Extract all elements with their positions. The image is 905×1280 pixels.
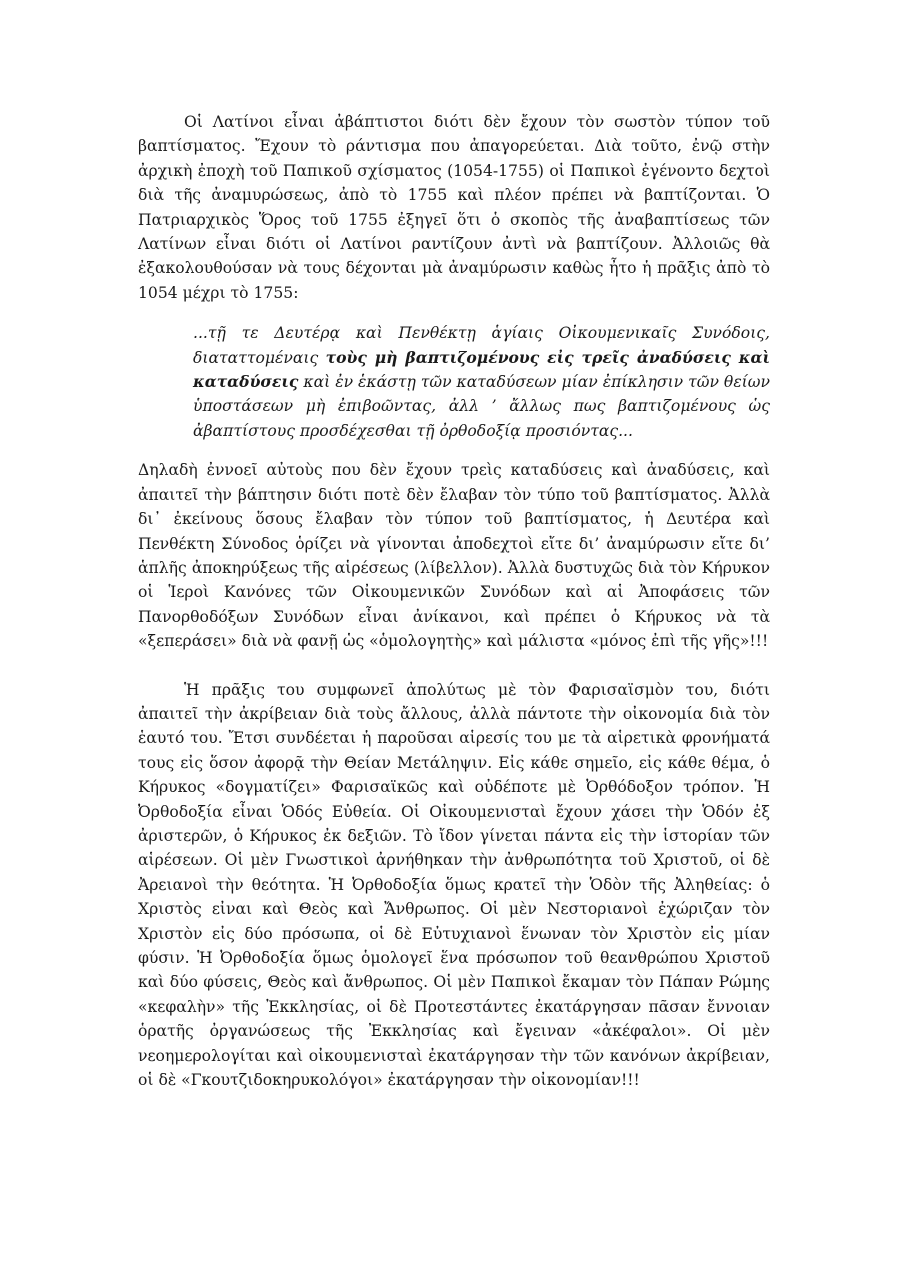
paragraph-2: Δηλαδὴ ἐννοεῖ αὐτοὺς που δὲν ἔχουν τρεὶς καταδύσεις καὶ ἀναδύσεις, καὶ ἀπαιτεῖ τὴν βάπτησιν διότι ποτὲ δὲν ἔλαβαν τὸν τύπο τοῦ βαπτίσματος. Ἀλλὰ δι᾽ ἐκείνους ὅσους ἔλαβαν τὸν τύπον τοῦ βαπτίσματος, ἡ Δευτέρα καὶ Πενθέκτη Σύνοδος ὁρίζει νὰ γίνονται ἀποδεχτοὶ εἴτε δι’ ἀναμύρωσιν εἴτε δι’ ἁπλῆς ἀποκηρύξεως τῆς αἱρέσεως (λίβελλον). Ἀλλὰ δυστυχῶς διὰ τὸν Κήρυκον οἱ Ἱεροὶ Κανόνες τῶν Οἰκουμενικῶν Συνόδων καὶ αἱ Ἀποφάσεις τῶν Πανορθοδόξων Συνόδων εἶναι ἀνίκανοι, καὶ πρέπει ὁ Κήρυκος νὰ τὰ «ξεπεράσει» διὰ νὰ φανῇ ὡς «ὁμολογητὴς» καὶ μάλιστα «μόνος ἐπὶ τῆς γῆς»!!! [138,461,770,651]
quote-text-end: καὶ ἐν ἑκάστῃ τῶν καταδύσεων μίαν ἐπίκλησιν τῶν θείων ὑποστάσεων μὴ ἐπιβοῶντας, ἀλλ ’ ἄλλως πως βαπτιζομένους ὡς ἀβαπτίστους προσδέχεσθαι τῇ ὀρθοδοξίᾳ προσιόντας... [193,373,770,440]
quote-text-start: ...τῇ τε Δευτέρᾳ καὶ Πενθέκτῃ ἁγίαις Οἰκουμενικαῖς Συνόδοις, διαταττομέναις [193,324,770,367]
block-quote [193,321,770,443]
paragraph-spacer [138,654,770,678]
paragraph-3: Ἡ πρᾶξις του συμφωνεῖ ἀπολύτως μὲ τὸν Φαρισαϊσμὸν του, διότι ἀπαιτεῖ τὴν ἀκρίβειαν διὰ τοὺς ἄλλους, ἀλλὰ πάντοτε τὴν οἰκονομία διὰ τὸν ἑαυτό του. Ἔτσι συνδέεται ἡ παροῦσαι αἱρεσίς του με τὰ αἱρετικὰ φρονήματά τους εἰς ὅσον ἀφορᾷ τὴν Θείαν Μετάληψιν. Εἰς κάθε σημεῖο, εἰς κάθε θέμα, ὁ Κήρυκος «δογματίζει» Φαρισαϊκῶς καὶ οὐδέποτε μὲ Ὀρθόδοξον τρόπον. Ἡ Ὀρθοδοξία εἶναι Ὁδός Εὐθεία. Οἱ Οἰκουμενισταὶ ἔχουν χάσει τὴν Ὁδόν ἐξ ἀριστερῶν, ὁ Κήρυκος ἐκ δεξιῶν. Τὸ ἴδον γίνεται πάντα εἰς τὴν ἱστορίαν τῶν αἱρέσεων. Οἱ μὲν Γνωστικοὶ ἀρνήθηκαν τὴν ἀνθρωπότητα τοῦ Χριστοῦ, οἱ δὲ Ἀρειανοὶ τὴν θεότητα. Ἡ Ὀρθοδοξία ὅμως κρατεῖ τὴν Ὁδὸν τῆς Ἀληθείας: ὁ Χριστὸς εἰναι καὶ Θεὸς καὶ Ἄνθρωπος. Οἱ μὲν Νεστοριανοὶ ἐχώριζαν τὸν Χριστὸν εἰς δύο πρόσωπα, οἱ δὲ Εὐτυχιανοὶ ἕνωναν τὸν Χριστὸν εἰς μίαν φύσιν. Ἡ Ὀρθοδοξία ὅμως ὁμολογεῖ ἕνα πρόσωπον τοῦ θεανθρώπου Χριστοῦ καὶ δύο φύσεις, Θεὸς καὶ ἄνθρωπος. Οἱ μὲν Παπικοὶ ἔκαμαν τὸν Πάπαν Ρώμης «κεφαλὴν» τῆς Ἐκκλησίας, οἱ δὲ Προτεστάντες ἐκατάργησαν πᾶσαν ἔννοιαν ὁρατῆς ὀργανώσεως τῆς Ἐκκλησίας καὶ ἔγειναν «ἀκέφαλοι». Οἱ μὲν νεοημερολογίται καὶ οἰκουμενισταὶ ἐκατάργησαν τὴν τῶν κανόνων ἀκρίβειαν, οἱ δὲ «Γκουτζιδοκηρυκολόγοι» ἐκατάργησαν τὴν οἰκονομίαν!!! [138,680,770,1090]
document-page [138,110,770,1092]
quote-bold-text: τοὺς μὴ βαπτιζομένους εἰς τρεῖς ἀναδύσεις καὶ καταδύσεις [193,347,770,392]
paragraph-1: Οἱ Λατίνοι εἶναι ἀβάπτιστοι διότι δὲν ἔχουν τὸν σωστὸν τύπον τοῦ βαπτίσματος. Ἔχουν τὸ ράντισμα που ἀπαγορεύεται. Διὰ τοῦτο, ἐνῷ στὴν ἀρχικὴ ἐποχὴ τοῦ Παπικοῦ σχίσματος (1054-1755) οἱ Παπικοὶ ἐγένοντο δεχτοὶ διὰ τῆς ἀναμυρώσεως, ἀπὸ τὸ 1755 καὶ πλέον πρέπει νὰ βαπτίζονται. Ὁ Πατριαρχικὸς Ὅρος τοῦ 1755 ἐξηγεῖ ὅτι ὁ σκοπὸς τῆς ἀναβαπτίσεως τῶν Λατίνων εἶναι διότι οἱ Λατίνοι ραντίζουν ἀντὶ νὰ βαπτίζουν. Ἀλλοιῶς θὰ ἐξακολουθούσαν νὰ τους δέχονται μὰ ἀναμύρωσιν καθὼς ἦτο ἡ πρᾶξις ἀπὸ τὸ 1054 μέχρι τὸ 1755: [138,113,770,302]
